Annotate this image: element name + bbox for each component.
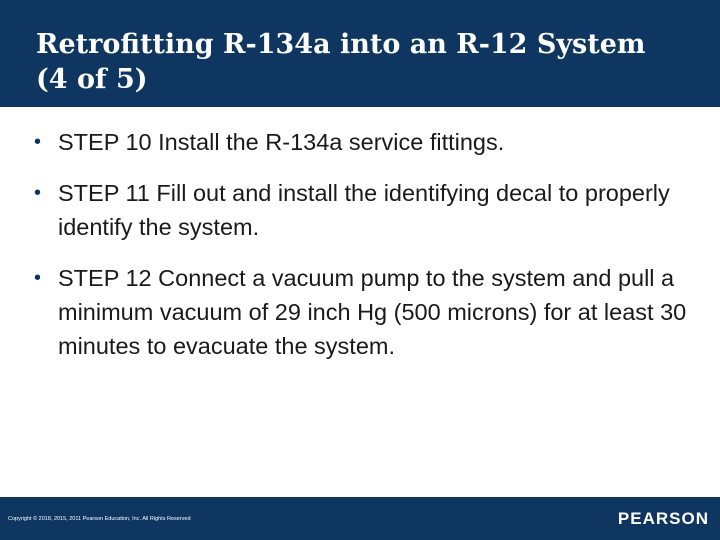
bullet-icon: • xyxy=(34,267,42,289)
footer-bar xyxy=(0,497,720,540)
bullet-text: STEP 10 Install the R-134a service fittings. xyxy=(58,129,505,155)
slide-body xyxy=(34,125,694,380)
bullet-text: STEP 12 Connect a vacuum pump to the system and pull a minimum vacuum of 29 inch Hg (500 microns) for at least 30 minutes to evacuate the system. xyxy=(58,265,687,359)
copyright-notice: Copyright © 2018, 2015, 2011 Pearson Education, Inc. All Rights Reserved xyxy=(8,516,191,522)
title-bar xyxy=(0,0,720,107)
bullet-item xyxy=(34,125,694,159)
bullet-text: STEP 11 Fill out and install the identifying decal to properly identify the system. xyxy=(58,180,670,240)
bullet-item xyxy=(34,261,694,363)
slide-title: Retrofitting R-134a into an R-12 System (4 of 5) xyxy=(36,29,646,95)
bullet-icon: • xyxy=(34,131,42,153)
pearson-logo: PEARSON xyxy=(617,509,709,528)
bullet-icon: • xyxy=(34,182,42,204)
bullet-item xyxy=(34,176,694,244)
